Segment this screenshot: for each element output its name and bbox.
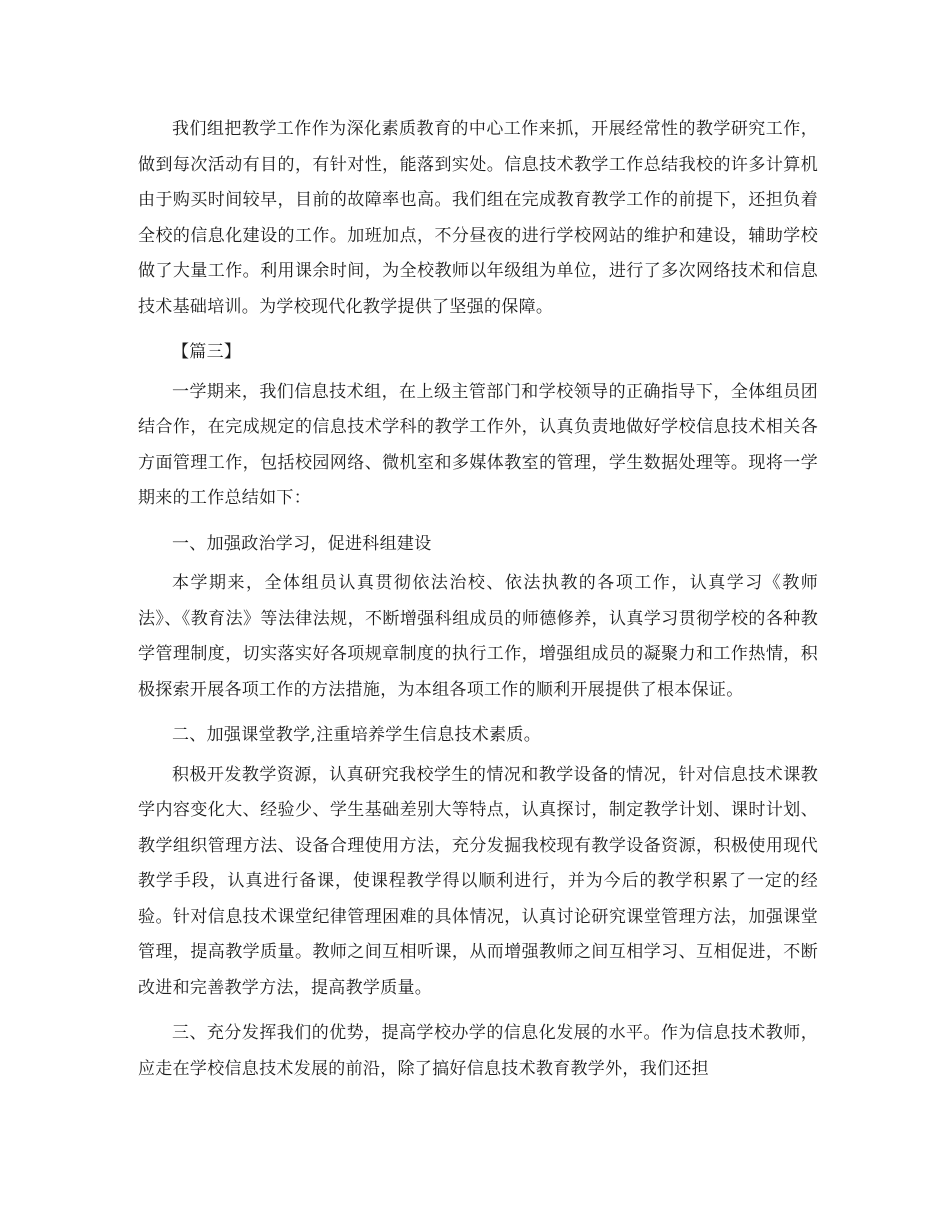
section-title-political-study: 一、加强政治学习，促进科组建设 (172, 533, 432, 554)
section-title-classroom-teaching: 二、加强课堂教学,注重培养学生信息技术素质。 (172, 725, 542, 745)
paragraph-advantages: 三、充分发挥我们的优势，提高学校办学的信息化发展的水平。作为信息技术教师，应走在学校信息技术发展的前沿，除了搞好信息技术教育教学外，我们还担 (138, 1023, 818, 1079)
paragraph-classroom-teaching: 积极开发教学资源，认真研究我校学生的情况和教学设备的情况，针对信息技术课教学内容变化大、经验少、学生基础差别大等特点，认真探讨，制定教学计划、课时计划、教学组织管理方法、设备合理使用方法，充分发掘我校现有教学设备资源，积极使用现代教学手段，认真进行备课，使课程教学得以顺利进行，并为今后的教学积累了一定的经验。针对信息技术课堂纪律管理困难的具体情况，认真讨论研究课堂管理方法，加强课堂管理，提高教学质量。教师之间互相听课，从而增强教师之间互相学习、互相促进，不断改进和完善教学方法，提高教学质量。 (138, 764, 818, 998)
paragraph-semester-intro: 一学期来，我们信息技术组，在上级主管部门和学校领导的正确指导下，全体组员团结合作，在完成规定的信息技术学科的教学工作外，认真负责地做好学校信息技术相关各方面管理工作，包括校园网络、微机室和多媒体教室的管理，学生数据处理等。现将一学期来的工作总结如下： (138, 381, 818, 508)
document-body (138, 112, 818, 1097)
paragraph-political-study: 本学期来，全体组员认真贯彻依法治校、依法执教的各项工作，认真学习《教师法》、《教育法》等法律法规，不断增强科组成员的师德修养，认真学习贯彻学校的各种教学管理制度，切实落实好各项规章制度的执行工作，增强组成员的凝聚力和工作热情，积极探索开展各项工作的方法措施，为本组各项工作的顺利开展提供了根本保证。 (138, 573, 818, 700)
paragraph-teaching-research: 我们组把教学工作作为深化素质教育的中心工作来抓，开展经常性的教学研究工作，做到每次活动有目的，有针对性，能落到实处。信息技术教学工作总结我校的许多计算机由于购买时间较早，目前的故障率也高。我们组在完成教育教学工作的前提下，还担负着全校的信息化建设的工作。加班加点，不分昼夜的进行学校网站的维护和建设，辅助学校做了大量工作。利用课余时间，为全校教师以年级组为单位，进行了多次网络技术和信息技术基础培训。为学校现代化教学提供了坚强的保障。 (138, 119, 818, 317)
section-heading-part-three: 【篇三】 (172, 342, 242, 362)
